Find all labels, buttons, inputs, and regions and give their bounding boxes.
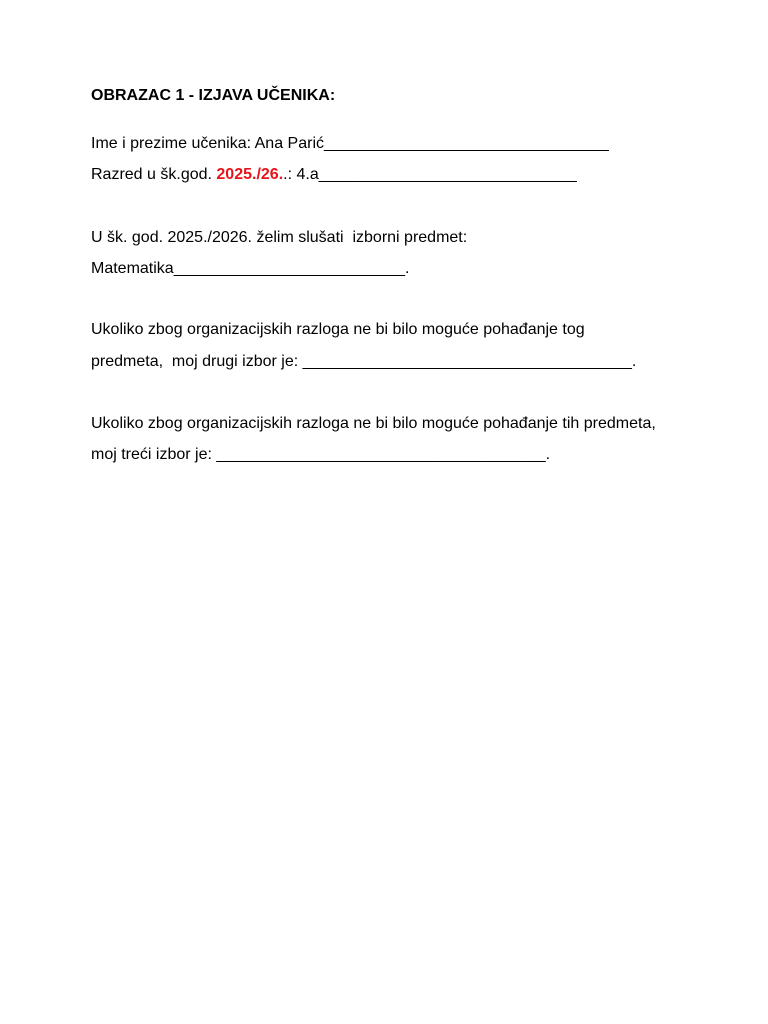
third-choice-line-2: moj treći izbor je: _____________________________________.	[91, 446, 551, 463]
school-year-highlight: 2025./26.	[216, 166, 284, 183]
subject-intro-line: U šk. god. 2025./2026. želim slušati izborni predmet:	[91, 229, 468, 246]
class-year-suffix: .: 4.a_____________________________	[283, 166, 577, 183]
second-choice-line-2: predmeta, moj drugi izbor je: _____________________________________.	[91, 353, 637, 370]
form-title: OBRAZAC 1 - IZJAVA UČENIKA:	[91, 87, 336, 104]
class-year-prefix: Razred u šk.god.	[91, 166, 217, 183]
third-choice-line-1: Ukoliko zbog organizacijskih razloga ne bi bilo moguće pohađanje tih predmeta,	[91, 415, 656, 432]
second-choice-line-1: Ukoliko zbog organizacijskih razloga ne bi bilo moguće pohađanje tog	[91, 321, 585, 338]
class-year-line	[91, 165, 577, 185]
student-name-line: Ime i prezime učenika: Ana Parić________________________________	[91, 135, 609, 152]
subject-choice-line: Matematika__________________________.	[91, 260, 410, 277]
